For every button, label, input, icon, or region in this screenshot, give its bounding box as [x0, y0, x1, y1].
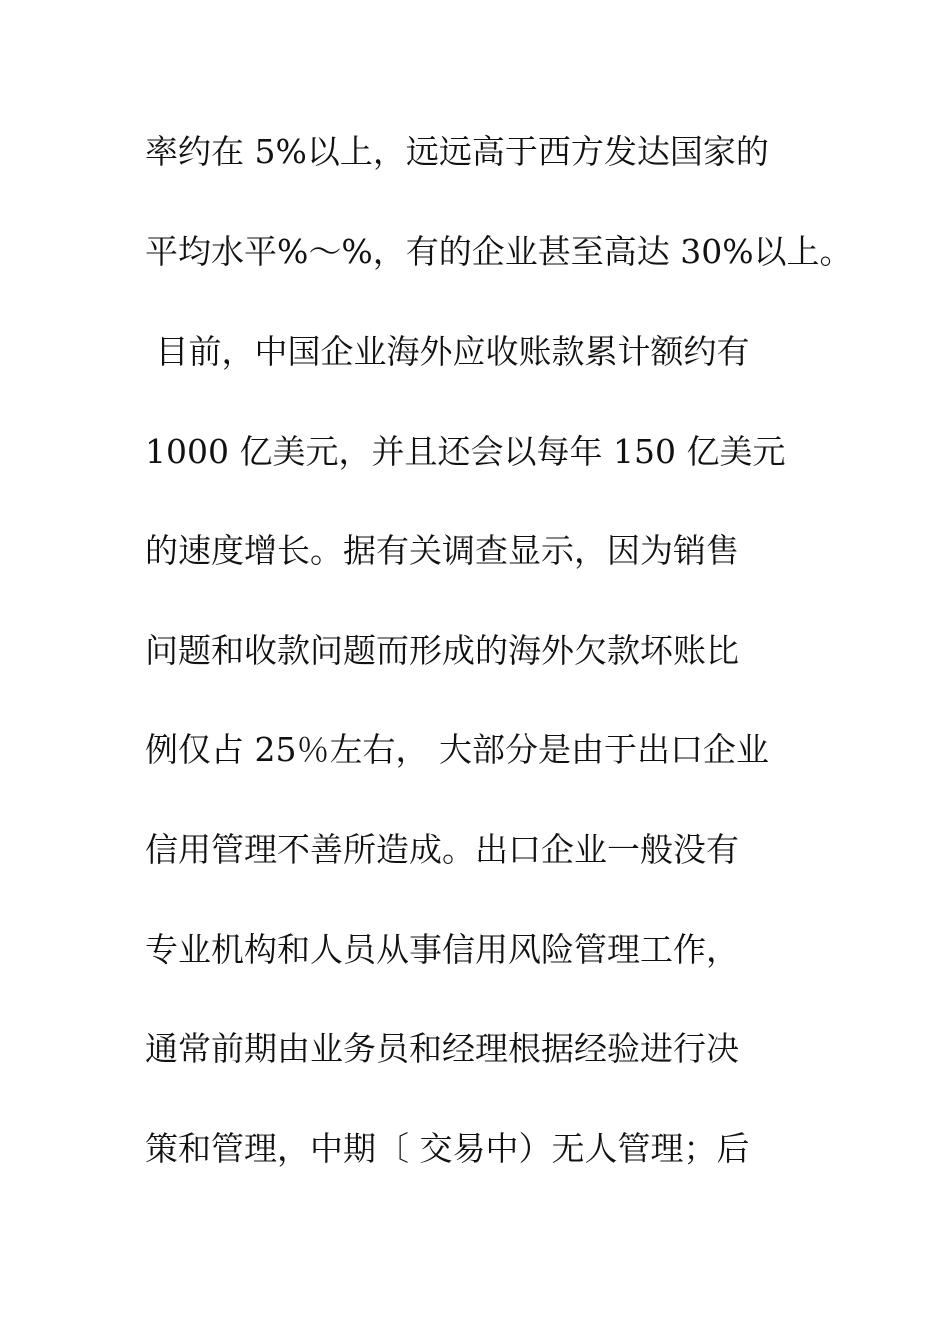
text-line: 1000 亿美元，并且还会以每年 150 亿美元: [145, 432, 786, 471]
text-line: 目前，中国企业海外应收账款累计额约有: [145, 332, 750, 371]
text-line: 策和管理，中期〔 交易中）无人管理；后: [145, 1129, 750, 1168]
text-line: 平均水平%～%，有的企业甚至高达 30%以上。: [145, 232, 853, 271]
text-line: 的速度增长。据有关调查显示，因为销售: [145, 531, 739, 570]
text-line: 通常前期由业务员和经理根据经验进行决: [145, 1029, 739, 1068]
text-line: 率约在 5%以上，远远高于西方发达国家的: [145, 132, 769, 171]
text-line: 问题和收款问题而形成的海外欠款坏账比: [145, 631, 739, 670]
text-line: 例仅占 25％左右， 大部分是由于出口企业: [145, 730, 769, 769]
text-line: 专业机构和人员从事信用风险管理工作，: [145, 930, 739, 969]
text-line: 信用管理不善所造成。出口企业一般没有: [145, 830, 739, 869]
